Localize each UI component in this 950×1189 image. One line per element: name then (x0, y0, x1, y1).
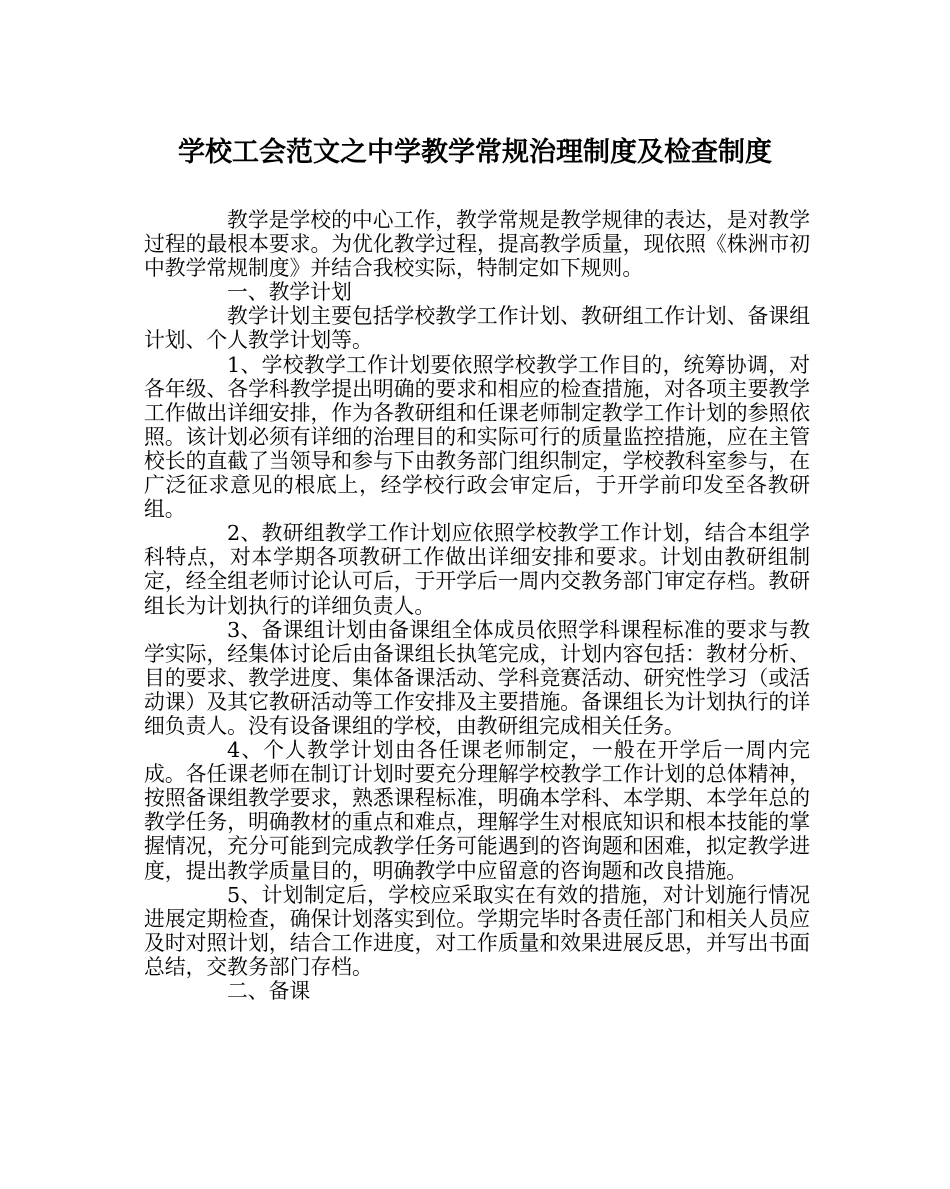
paragraph-item-3: 3、备课组计划由备课组全体成员依照学科课程标准的要求与教学实际，经集体讨论后由备课组长执笔完成，计划内容包括：教材分析、目的要求、教学进度、集体备课活动、学科竞赛活动、研究性学习（或活动课）及其它教研活动等工作安排及主要措施。备课组长为计划执行的详细负责人。没有设备课组的学校，由教研组完成相关任务。 (144, 617, 810, 738)
paragraph-item-2: 2、教研组教学工作计划应依照学校教学工作计划，结合本组学科特点，对本学期各项教研工作做出详细安排和要求。计划由教研组制定，经全组老师讨论认可后，于开学后一周内交教务部门审定存档。教研组长为计划执行的详细负责人。 (144, 521, 810, 618)
document-body (144, 208, 810, 1003)
paragraph-intro: 教学是学校的中心工作，教学常规是教学规律的表达，是对教学过程的最根本要求。为优化教学过程，提高教学质量，现依照《株洲市初中教学常规制度》并结合我校实际，特制定如下规则。 (144, 208, 810, 281)
paragraph-item-5: 5、计划制定后，学校应采取实在有效的措施，对计划施行情况进展定期检查，确保计划落实到位。学期完毕时各责任部门和相关人员应及时对照计划，结合工作进度，对工作质量和效果进展反思，并写出书面总结，交教务部门存档。 (144, 882, 810, 979)
section-heading-teaching-plan: 一、教学计划 (227, 280, 352, 305)
paragraph-plan-overview: 教学计划主要包括学校教学工作计划、教研组工作计划、备课组计划、个人教学计划等。 (144, 304, 810, 353)
paragraph-item-4: 4、个人教学计划由各任课老师制定，一般在开学后一周内完成。各任课老师在制订计划时要充分理解学校教学工作计划的总体精神，按照备课组教学要求，熟悉课程标准，明确本学科、本学期、本学年总的教学任务，明确教材的重点和难点，理解学生对根底知识和根本技能的掌握情况，充分可能到完成教学任务可能遇到的咨询题和困难，拟定教学进度，提出教学质量目的，明确教学中应留意的咨询题和改良措施。 (144, 738, 810, 883)
paragraph-item-1: 1、学校教学工作计划要依照学校教学工作目的，统筹协调，对各年级、各学科教学提出明确的要求和相应的检查措施，对各项主要教学工作做出详细安排，作为各教研组和任课老师制定教学工作计划的参照依照。该计划必须有详细的治理目的和实际可行的质量监控措施，应在主管校长的直截了当领导和参与下由教务部门组织制定，学校教科室参与，在广泛征求意见的根底上，经学校行政会审定后，于开学前印发至各教研组。 (144, 352, 810, 522)
document-title: 学校工会范文之中学教学常规治理制度及检查制度 (178, 137, 772, 168)
section-heading-lesson-prep: 二、备课 (227, 979, 311, 1003)
